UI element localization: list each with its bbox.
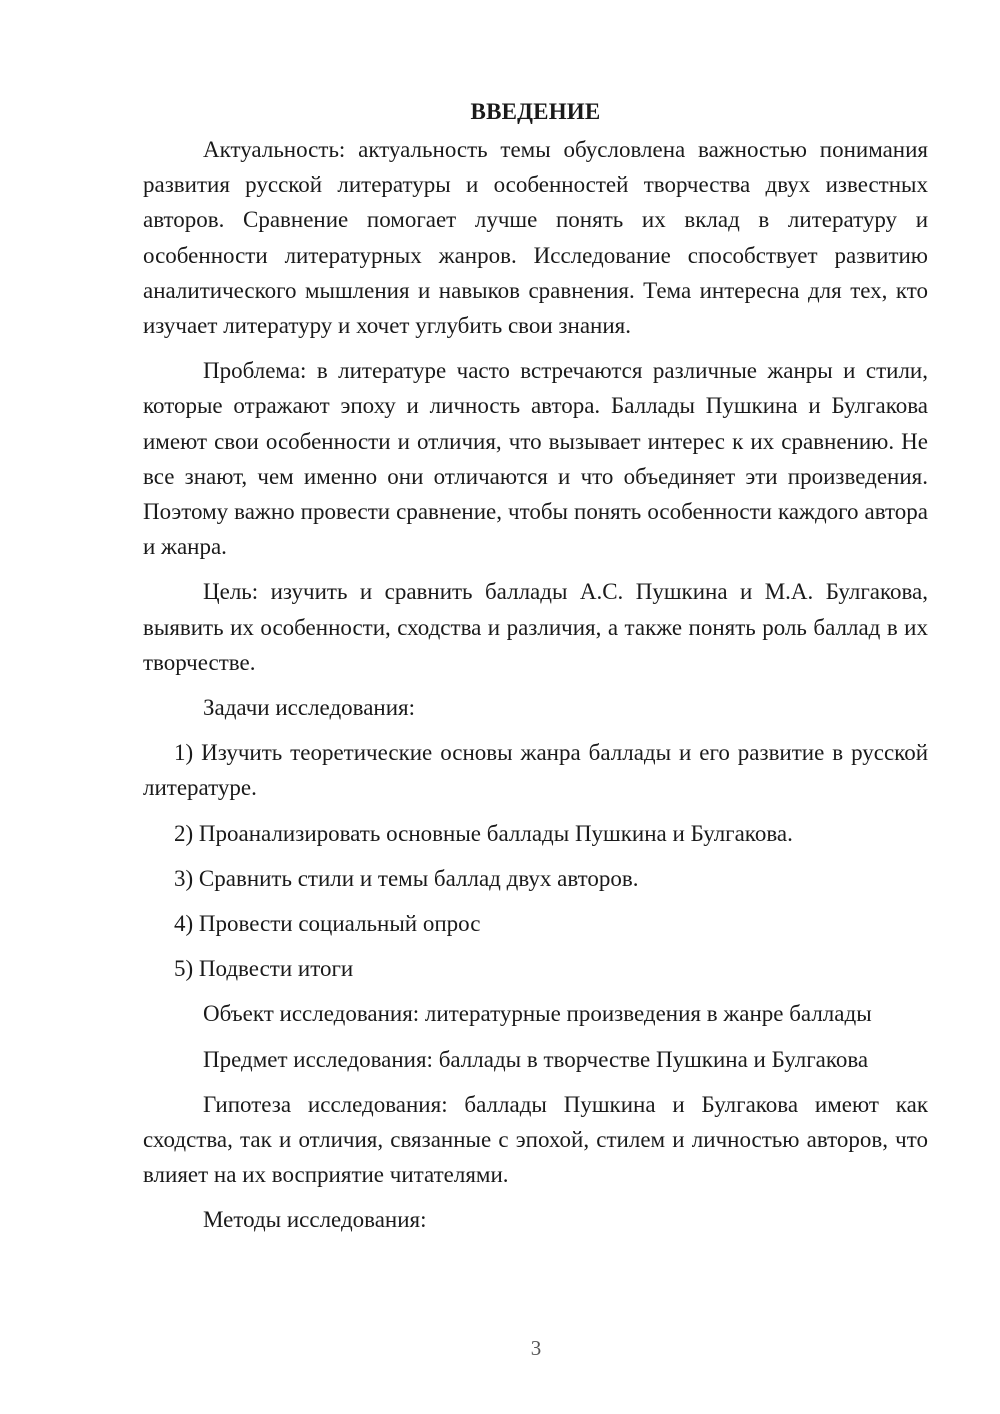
paragraph-methods: Методы исследования: bbox=[203, 1207, 427, 1233]
section-heading: ВВЕДЕНИЕ bbox=[470, 99, 601, 124]
paragraph-goal: Цель: изучить и сравнить баллады А.С. Пушкина и М.А. Булгакова, выявить их особенности, сходства и различия, а также понять роль баллад в их творчестве. bbox=[143, 579, 928, 675]
page-number: 3 bbox=[530, 1336, 542, 1360]
task-item-4: 4) Провести социальный опрос bbox=[174, 911, 481, 937]
tasks-list bbox=[143, 735, 928, 986]
paragraph-problem: Проблема: в литературе часто встречаются различные жанры и стили, которые отражают эпоху и личность автора. Баллады Пушкина и Булгакова имеют свои особенности и отличия, что вызывает интерес к их сравнению. Не все знают, чем именно они отличаются и что объединяет эти произведения. Поэтому важно провести сравнение, чтобы понять особенности каждого автора и жанра. bbox=[143, 358, 928, 560]
paragraph-relevance: Актуальность: актуальность темы обусловлена важностью понимания развития русской литературы и особенностей творчества двух известных авторов. Сравнение помогает лучше понять их вклад в литературу и особенности литературных жанров. Исследование способствует развитию аналитического мышления и навыков сравнения. Тема интересна для тех, кто изучает литературу и хочет углубить свои знания. bbox=[143, 137, 928, 339]
paragraph-tasks-intro: Задачи исследования: bbox=[203, 695, 416, 721]
paragraph-subject: Предмет исследования: баллады в творчестве Пушкина и Булгакова bbox=[203, 1046, 869, 1072]
paragraph-hypothesis: Гипотеза исследования: баллады Пушкина и Булгакова имеют как сходства, так и отличия, связанные с эпохой, стилем и личностью авторов, что влияет на их восприятие читателями. bbox=[143, 1091, 928, 1188]
task-item-5: 5) Подвести итоги bbox=[174, 956, 354, 982]
task-item-2: 2) Проанализировать основные баллады Пушкина и Булгакова. bbox=[174, 820, 793, 846]
paragraph-object: Объект исследования: литературные произведения в жанре баллады bbox=[203, 1001, 872, 1027]
task-item-1: 1) Изучить теоретические основы жанра баллады и его развитие в русской литературе. bbox=[143, 740, 928, 801]
task-item-3: 3) Сравнить стили и темы баллад двух авторов. bbox=[174, 865, 639, 891]
